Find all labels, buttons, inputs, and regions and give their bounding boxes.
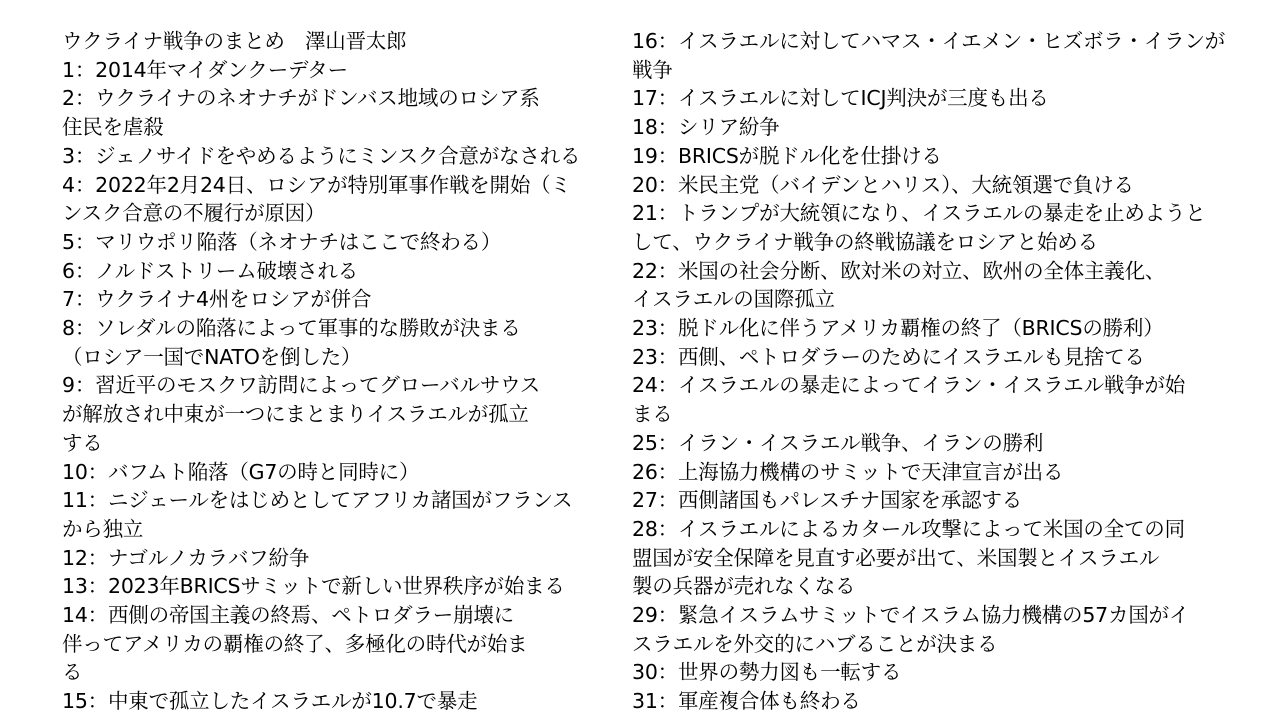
text-line: 31：軍産複合体も終わる	[632, 689, 861, 714]
text-line: イスラエルの国際孤立	[632, 287, 835, 312]
text-line: る	[62, 660, 83, 685]
text-line: まる	[632, 402, 673, 427]
text-line: 13：2023年BRICSサミットで新しい世界秩序が始まる	[62, 574, 565, 599]
text-line: 28：イスラエルによるカタール攻撃によって米国の全ての同	[632, 516, 1185, 541]
text-line: 12：ナゴルノカラバフ紛争	[62, 545, 310, 570]
text-line: 21：トランプが大統領になり、イスラエルの暴走を止めようと	[632, 201, 1206, 226]
document-title: ウクライナ戦争のまとめ 澤山晋太郎	[62, 29, 407, 53]
text-line: 26：上海協力機構のサミットで天津宣言が出る	[632, 459, 1064, 484]
text-line: 25：イラン・イスラエル戦争、イランの勝利	[632, 430, 1044, 455]
text-line: 9：習近平のモスクワ訪問によってグローバルサウス	[62, 373, 541, 398]
text-line: 4：2022年2月24日、ロシアが特別軍事作戦を開始（ミ	[62, 172, 571, 197]
text-line: 1：2014年マイダンクーデター	[62, 57, 348, 82]
text-line: 22：米国の社会分断、欧対米の対立、欧州の全体主義化、	[632, 258, 1166, 283]
text-line: 2：ウクライナのネオナチがドンバス地域のロシア系	[62, 86, 540, 111]
left-column	[62, 27, 602, 716]
text-line: ンスク合意の不履行が原因）	[62, 201, 326, 226]
text-line: 24：イスラエルの暴走によってイラン・イスラエル戦争が始	[632, 373, 1186, 398]
text-line: 3：ジェノサイドをやめるようにミンスク合意がなされる	[62, 143, 581, 168]
text-line: 伴ってアメリカの覇権の終了、多極化の時代が始ま	[62, 631, 528, 656]
text-line: 15：中東で孤立したイスラエルが10.7で暴走	[62, 689, 478, 714]
text-line: が解放され中東が一つにまとまりイスラエルが孤立	[62, 402, 529, 427]
text-line: （ロシア一国でNATOを倒した）	[62, 344, 362, 369]
right-column	[632, 27, 1242, 716]
text-line: 27：西側諸国もパレスチナ国家を承認する	[632, 488, 1023, 513]
text-line: する	[62, 430, 103, 455]
text-line: 14：西側の帝国主義の終焉、ペトロダラー崩壊に	[62, 603, 514, 628]
text-line: 23：西側、ペトロダラーのためにイスラエルも見捨てる	[632, 344, 1145, 369]
text-line: 戦争	[632, 57, 673, 82]
text-line: 10：バフムト陥落（G7の時と同時に）	[62, 459, 420, 484]
text-line: 製の兵器が売れなくなる	[632, 574, 856, 599]
text-line: 17：イスラエルに対してICJ判決が三度も出る	[632, 86, 1049, 111]
text-line: 19：BRICSが脱ドル化を仕掛ける	[632, 143, 942, 168]
text-line: スラエルを外交的にハブることが決まる	[632, 631, 998, 656]
text-line: 20：米民主党（バイデンとハリス）、大統領選で負ける	[632, 172, 1134, 197]
text-line: 5：マリウポリ陥落（ネオナチはここで終わる）	[62, 229, 502, 254]
text-line: 16：イスラエルに対してハマス・イエメン・ヒズボラ・イランが	[632, 29, 1226, 53]
text-line: から独立	[62, 516, 144, 541]
text-line: 住民を虐殺	[62, 115, 164, 140]
text-line: して、ウクライナ戦争の終戦協議をロシアと始める	[632, 229, 1098, 254]
text-line: 23：脱ドル化に伴うアメリカ覇権の終了（BRICSの勝利）	[632, 316, 1164, 341]
text-line: 18：シリア紛争	[632, 115, 780, 140]
text-line: 8：ソレダルの陥落によって軍事的な勝敗が決まる	[62, 316, 521, 341]
text-line: 7：ウクライナ4州をロシアが併合	[62, 287, 372, 312]
text-line: 6：ノルドストリーム破壊される	[62, 258, 359, 283]
text-line: 30：世界の勢力図も一転する	[632, 660, 902, 685]
text-line: 11：ニジェールをはじめとしてアフリカ諸国がフランス	[62, 488, 573, 513]
text-line: 29：緊急イスラムサミットでイスラム協力機構の57カ国がイ	[632, 603, 1190, 628]
text-line: 盟国が安全保障を見直す必要が出て、米国製とイスラエル	[632, 545, 1160, 570]
